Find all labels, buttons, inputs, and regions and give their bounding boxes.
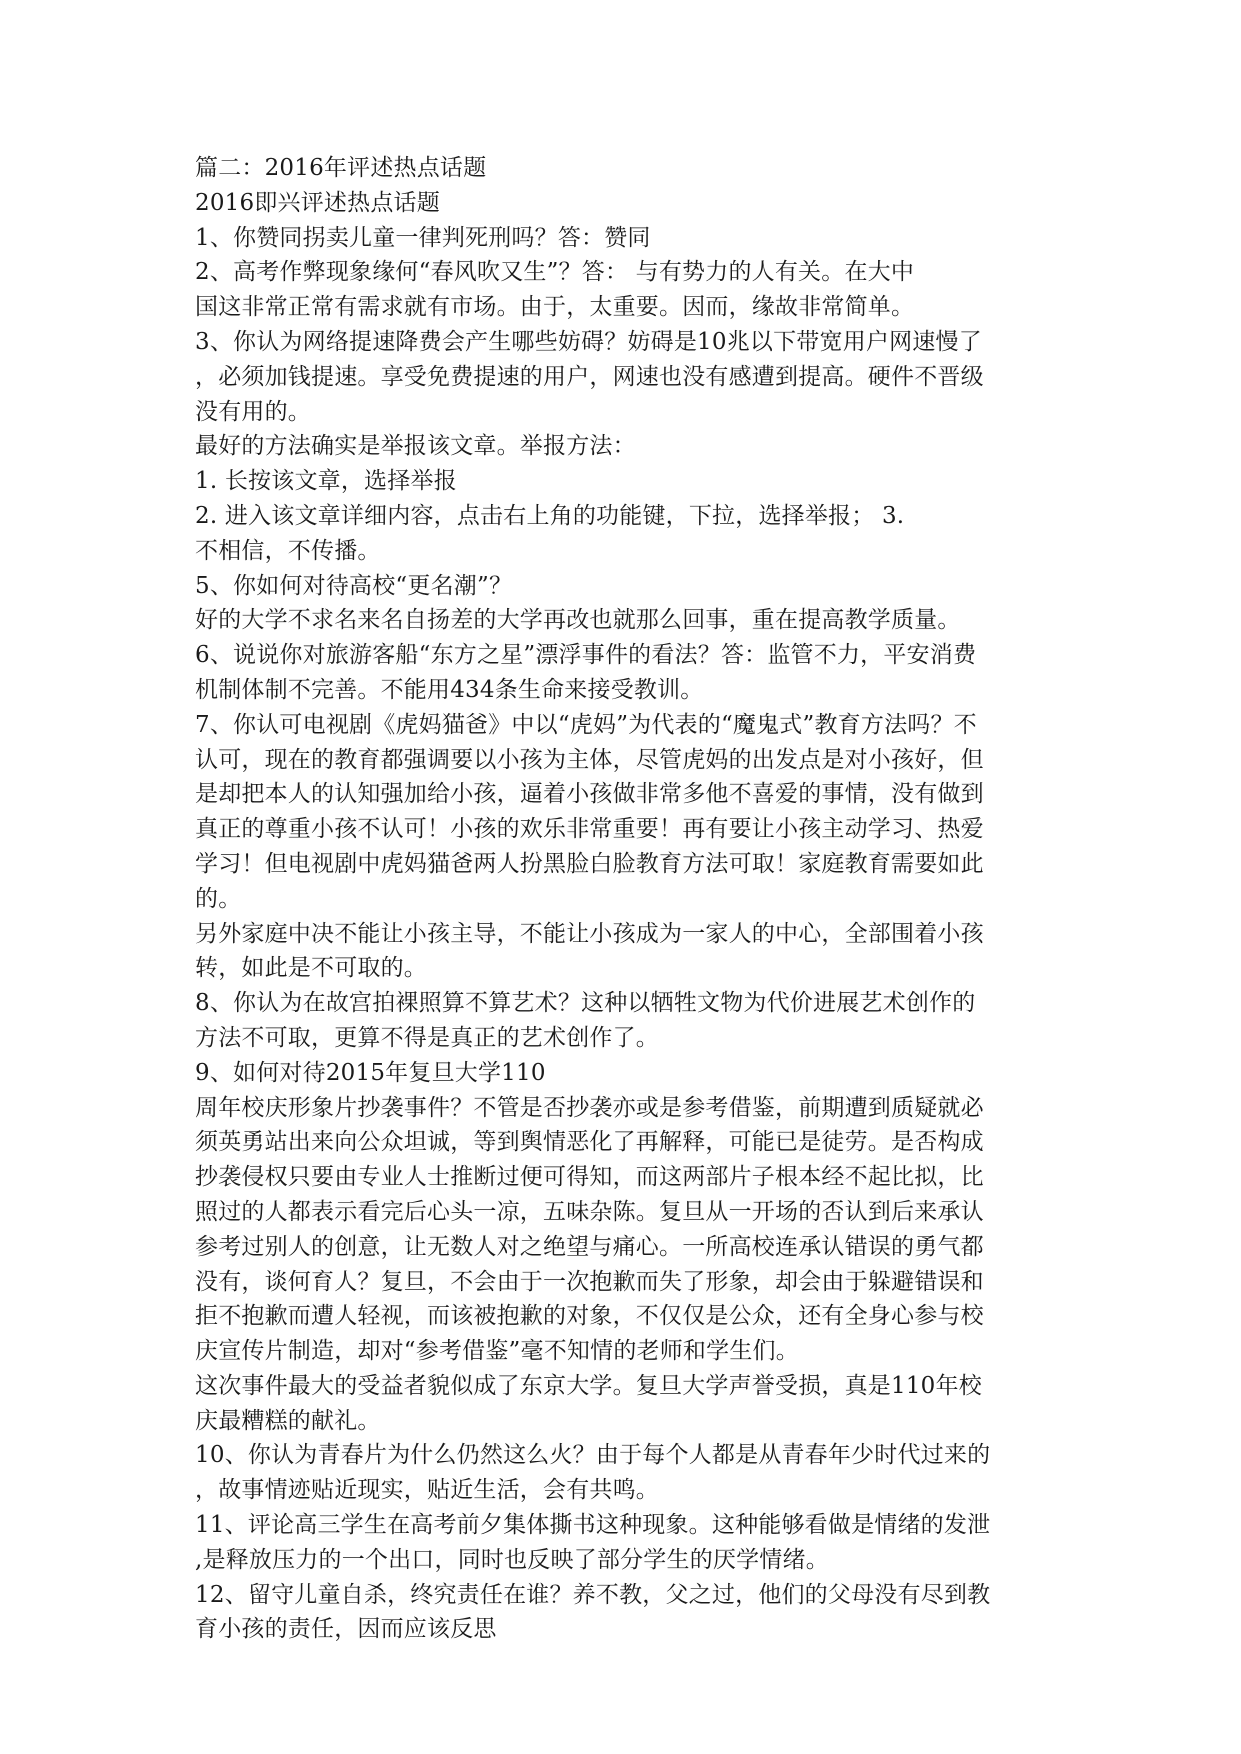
text-line: 不相信，不传播。 bbox=[195, 537, 381, 564]
text-line: ，必须加钱提速。享受免费提速的用户，网速也没有感遭到提高。硬件不晋级 bbox=[195, 363, 984, 390]
text-line: ，故事情迹贴近现实，贴近生活，会有共鸣。 bbox=[195, 1477, 659, 1504]
text-line: 参考过别人的创意，让无数人对之绝望与痛心。一所高校连承认错误的勇气都 bbox=[195, 1233, 984, 1260]
text-line: 好的大学不求名来名自扬差的大学再改也就那么回事，重在提高教学质量。 bbox=[195, 607, 961, 634]
text-line: 的。 bbox=[195, 885, 242, 912]
text-line: 庆最糟糕的献礼。 bbox=[195, 1407, 381, 1434]
text-line: 转，如此是不可取的。 bbox=[195, 955, 427, 982]
text-line: 认可，现在的教育都强调要以小孩为主体，尽管虎妈的出发点是对小孩好，但 bbox=[195, 746, 984, 773]
document-title: 篇二：2016年评述热点话题 bbox=[195, 155, 487, 181]
text-line: 2、高考作弊现象缘何“春风吹又生”？答： 与有势力的人有关。在大中 bbox=[195, 259, 915, 286]
text-line: 3、你认为网络提速降费会产生哪些妨碍？妨碍是10兆以下带宽用户网速慢了 bbox=[195, 328, 982, 355]
text-line: 照过的人都表示看完后心头一凉，五味杂陈。复旦从一开场的否认到后来承认 bbox=[195, 1198, 984, 1225]
text-line: 6、说说你对旅游客船“东方之星”漂浮事件的看法？答：监管不力，平安消费 bbox=[195, 642, 977, 669]
text-line: 1. 长按该文章，选择举报 bbox=[195, 468, 457, 495]
text-line: 没有用的。 bbox=[195, 398, 311, 425]
text-line: 没有，谈何育人？复旦，不会由于一次抱歉而失了形象，却会由于躲避错误和 bbox=[195, 1268, 984, 1295]
text-line: 9、如何对待2015年复旦大学110 bbox=[195, 1059, 546, 1086]
text-line: 拒不抱歉而遭人轻视，而该被抱歉的对象，不仅仅是公众，还有全身心参与校 bbox=[195, 1303, 984, 1330]
text-line: 方法不可取，更算不得是真正的艺术创作了。 bbox=[195, 1024, 659, 1051]
text-line: 2. 进入该文章详细内容，点击右上角的功能键，下拉，选择举报； 3. bbox=[195, 502, 905, 529]
text-line: 10、你认为青春片为什么仍然这么火？由于每个人都是从青春年少时代过来的 bbox=[195, 1442, 991, 1469]
text-line: 11、评论高三学生在高考前夕集体撕书这种现象。这种能够看做是情绪的发泄 bbox=[195, 1512, 991, 1539]
text-line: 国这非常正常有需求就有市场。由于，太重要。因而，缘故非常简单。 bbox=[195, 294, 915, 321]
text-line: 是却把本人的认知强加给小孩，逼着小孩做非常多他不喜爱的事情，没有做到 bbox=[195, 781, 984, 808]
text-line: 另外家庭中决不能让小孩主导，不能让小孩成为一家人的中心，全部围着小孩 bbox=[195, 920, 984, 947]
text-line: 7、你认可电视剧《虎妈猫爸》中以“虎妈”为代表的“魔鬼式”教育方法吗？不 bbox=[195, 711, 977, 738]
document-body bbox=[195, 151, 1055, 1647]
text-line: 8、你认为在故宫拍裸照算不算艺术？这种以牺牲文物为代价进展艺术创作的 bbox=[195, 990, 976, 1017]
text-line: ,是释放压力的一个出口，同时也反映了部分学生的厌学情绪。 bbox=[195, 1546, 829, 1573]
text-line: 育小孩的责任，因而应该反思 bbox=[195, 1616, 497, 1643]
text-line: 周年校庆形象片抄袭事件？不管是否抄袭亦或是参考借鉴，前期遭到质疑就必 bbox=[195, 1094, 984, 1121]
document-subtitle: 2016即兴评述热点话题 bbox=[195, 189, 440, 216]
text-line: 抄袭侵权只要由专业人士推断过便可得知，而这两部片子根本经不起比拟，比 bbox=[195, 1164, 984, 1191]
text-line: 须英勇站出来向公众坦诚，等到舆情恶化了再解释，可能已是徒劳。是否构成 bbox=[195, 1129, 984, 1156]
text-line: 真正的尊重小孩不认可！小孩的欢乐非常重要！再有要让小孩主动学习、热爱 bbox=[195, 816, 984, 843]
text-line: 最好的方法确实是举报该文章。举报方法： bbox=[195, 433, 636, 460]
text-line: 12、留守儿童自杀，终究责任在谁？养不教，父之过，他们的父母没有尽到教 bbox=[195, 1581, 991, 1608]
text-line: 学习！但电视剧中虎妈猫爸两人扮黑脸白脸教育方法可取！家庭教育需要如此 bbox=[195, 850, 984, 877]
text-line: 这次事件最大的受益者貌似成了东京大学。复旦大学声誉受损，真是110年校 bbox=[195, 1372, 982, 1399]
text-line: 1、你赞同拐卖儿童一律判死刑吗？答：赞同 bbox=[195, 224, 651, 251]
text-line: 5、你如何对待高校“更名潮”？ bbox=[195, 572, 513, 599]
text-line: 庆宣传片制造，却对“参考借鉴”毫不知情的老师和学生们。 bbox=[195, 1338, 799, 1365]
text-line: 机制体制不完善。不能用434条生命来接受教训。 bbox=[195, 676, 704, 703]
